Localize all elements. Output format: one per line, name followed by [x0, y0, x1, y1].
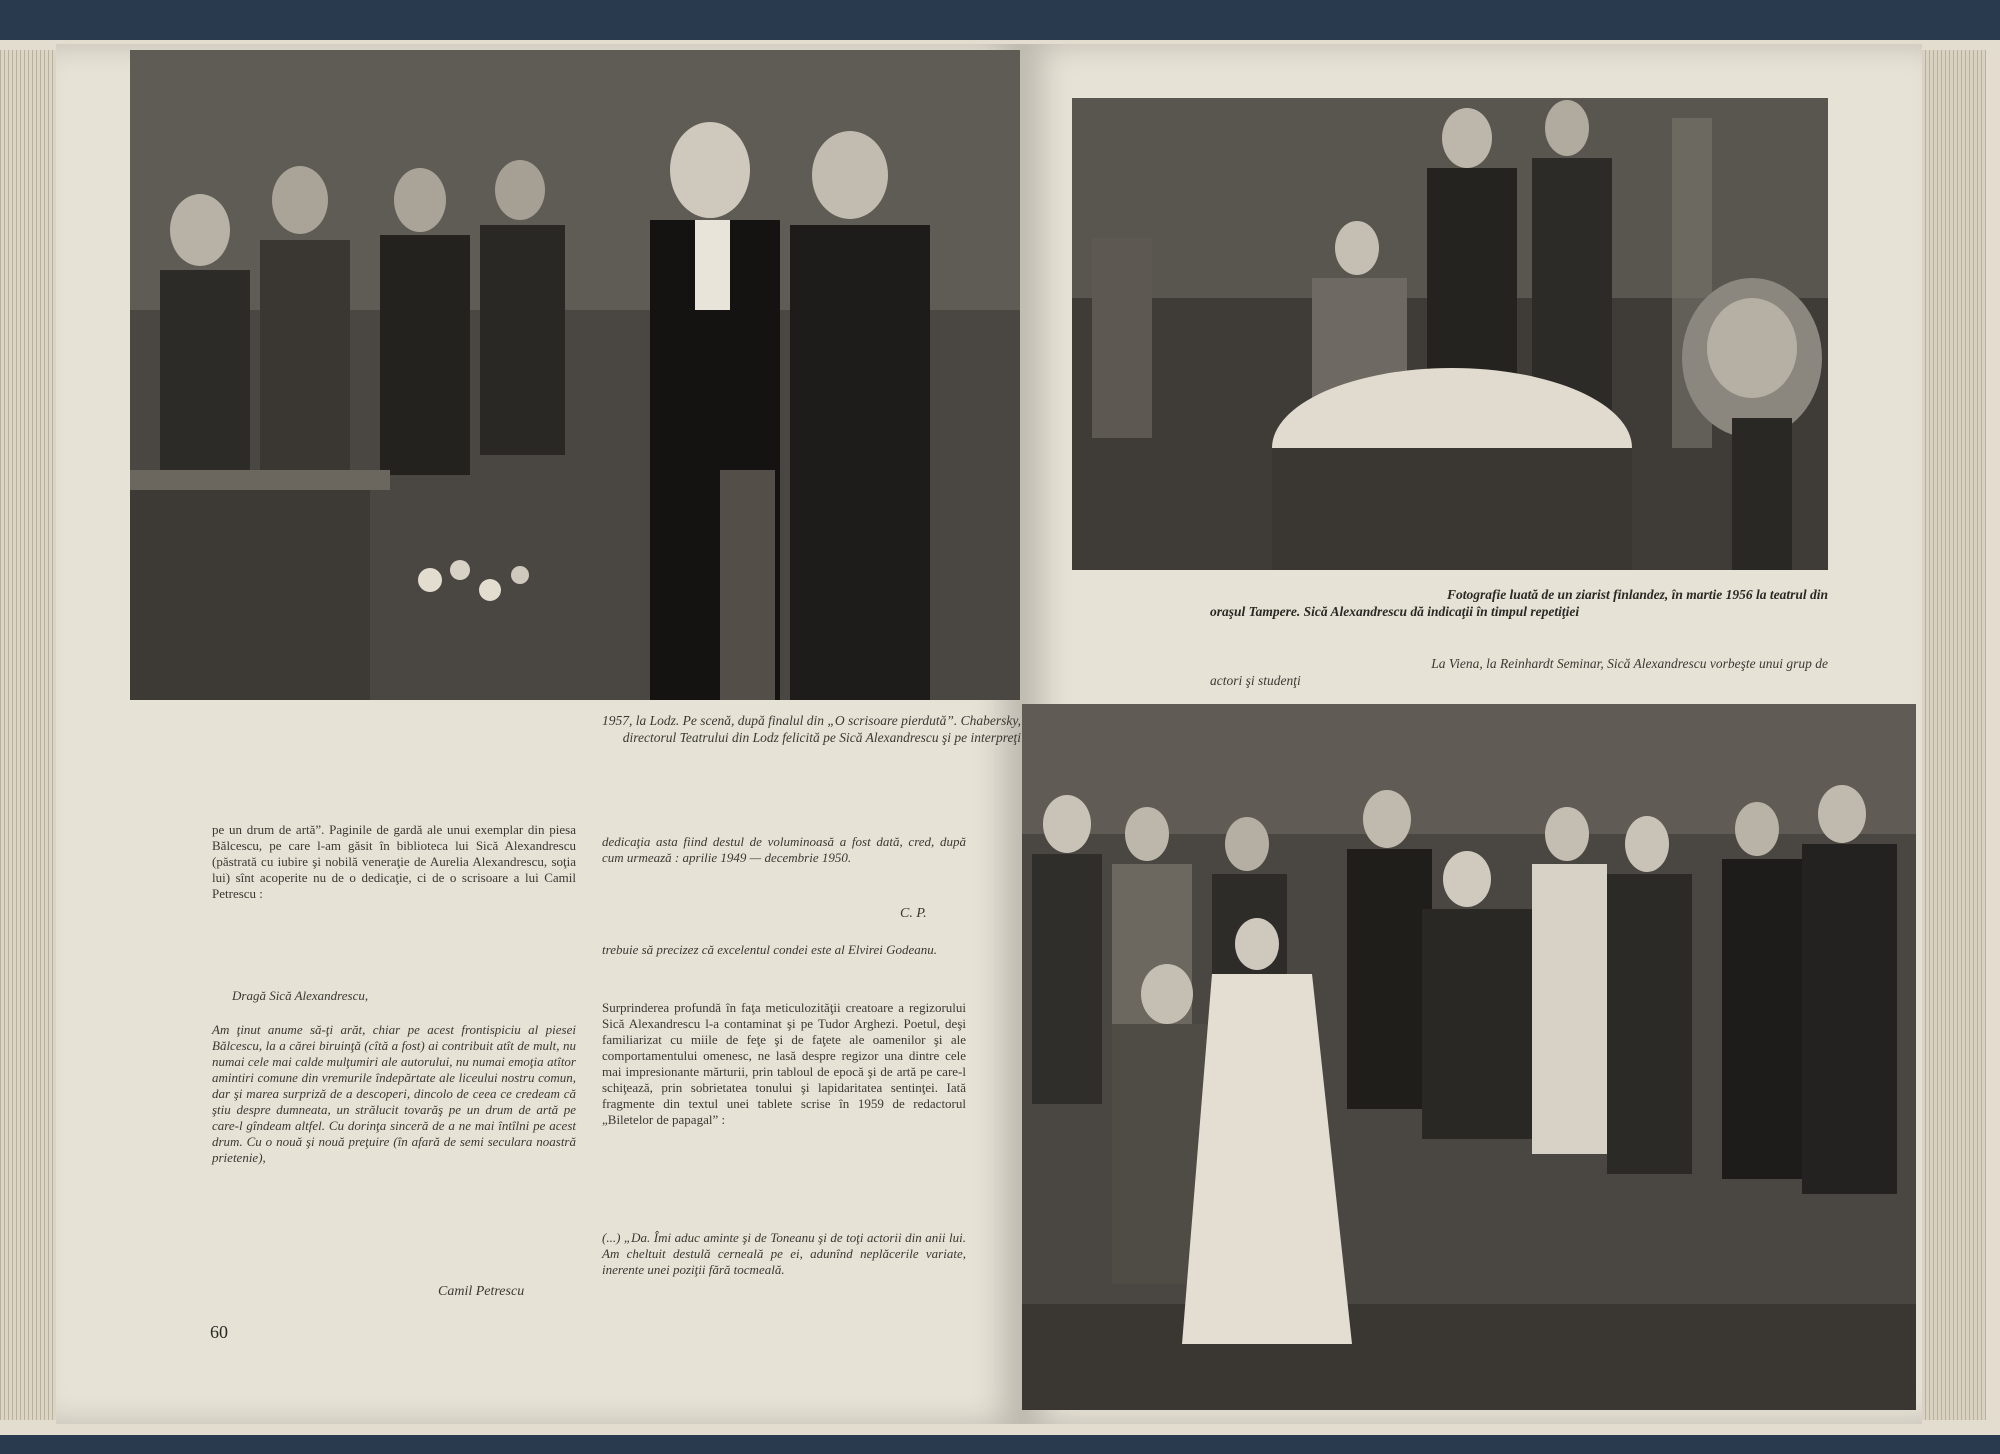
left-page [56, 44, 1022, 1424]
column2-remark: trebuie să precizez că excelentul condei este al Elvirei Godeanu. [602, 942, 937, 957]
page-edges-right [1922, 50, 1986, 1420]
caption-tampere-line2: oraşul Tampere. Sică Alexandrescu dă indicaţii în timpul repetiţiei [1210, 604, 1580, 619]
caption-tampere-line1: Fotografie luată de un ziarist finlandez, în martie 1956 la teatrul din [1446, 587, 1828, 602]
column2-arghezi-paragraph: Surprinderea profundă în faţa meticulozităţii creatoare a regizorului Sică Alexandrescu l-a contaminat şi pe Tudor Arghezi. Poetul, deşi familiarizat cu miile de feţe şi de faţete ale oamenilor şi ale comportamentului omenesc, ne lasă despre regizor una dintre cele mai impresionante mărturii, prin tabloul de epocă şi de artă pe care-l schiţează, prin sobrietatea tonului şi lapidaritatea sentinţei. Iată fragmente din textul unei tablete scrise în 1959 de redactorul „Biletelor de papagal” : [602, 1000, 966, 1127]
letter-body-text: Am ţinut anume să-ţi arăt, chiar pe acest frontispiciu al piesei Bălcescu, la a cărei biruinţă (cîtă a fost) ai contribuit atît de mult, nu numai cele mai calde mulţumiri ale autorului, nu numai emoţia atîtor amintiri comune din vremurile îndepărtate ale liceului nostru comun, dar şi marea surpriză de a descoperi, dincolo de ceea ce credeam că ştiu despre dumneata, un strălucit tovarăş pe un drum de artă pe care-l gîndeam altfel. Cu dorinţa sinceră de a ne mai întîlni pe acest drum. Cu o nouă şi nouă preţuire (în afară de semi seculara noastră prietenie), [212, 1022, 576, 1165]
photo-caption-lodz-line2: directorul Teatrului din Lodz felicită pe Sică Alexandrescu şi pe interpreţi [622, 730, 1021, 745]
page-number: 60 [210, 1322, 228, 1342]
letter-signature: Camil Petrescu [438, 1284, 525, 1299]
photo-vienna-seminar [1022, 704, 1916, 1410]
photo-lodz-figures [130, 50, 1020, 700]
right-page [1022, 44, 1922, 1424]
column2-dedication-note: dedicaţia asta fiind destul de voluminoasă a fost dată, cred, după cum urmează : aprilie 1949 — decembrie 1950. [602, 834, 966, 865]
photo-tampere-rehearsal [1072, 98, 1828, 570]
column2-initials: C. P. [900, 906, 927, 921]
book-cover-bottom [0, 1435, 2000, 1454]
caption-vienna-line1: La Viena, la Reinhardt Seminar, Sică Alexandrescu vorbeşte unui grup de [1431, 656, 1828, 671]
caption-vienna-line2: actori şi studenţi [1210, 673, 1301, 688]
column1-intro-text: pe un drum de artă”. Paginile de gardă ale unui exemplar din piesa Bălcescu, pe care l-am găsit în biblioteca lui Sică Alexandrescu (păstrată cu iubire şi nobilă veneraţie de Aurelia Alexandrescu, soţia lui) sînt acoperite nu de o dedicaţie, ci de o scrisoare a lui Camil Petrescu : [212, 822, 576, 901]
photo-tampere-figures [1072, 98, 1828, 570]
photo-caption-lodz-line1: 1957, la Lodz. Pe scenă, după finalul din „O scrisoare pierdută”. Chabersky, [602, 713, 1021, 728]
photo-vienna-figures [1022, 704, 1916, 1410]
page-edges-left [0, 50, 56, 1420]
column2-arghezi-quote: (...) „Da. Îmi aduc aminte şi de Toneanu şi de toţi actorii din anii lui. Am cheltuit destulă cerneală pe ei, adunînd neplăcerile variate, inerente unei poziţii fără tocmeală. [602, 1230, 966, 1277]
letter-salutation: Dragă Sică Alexandrescu, [232, 988, 369, 1003]
photo-lodz-stage [130, 50, 1020, 700]
book-cover-top [0, 0, 2000, 40]
